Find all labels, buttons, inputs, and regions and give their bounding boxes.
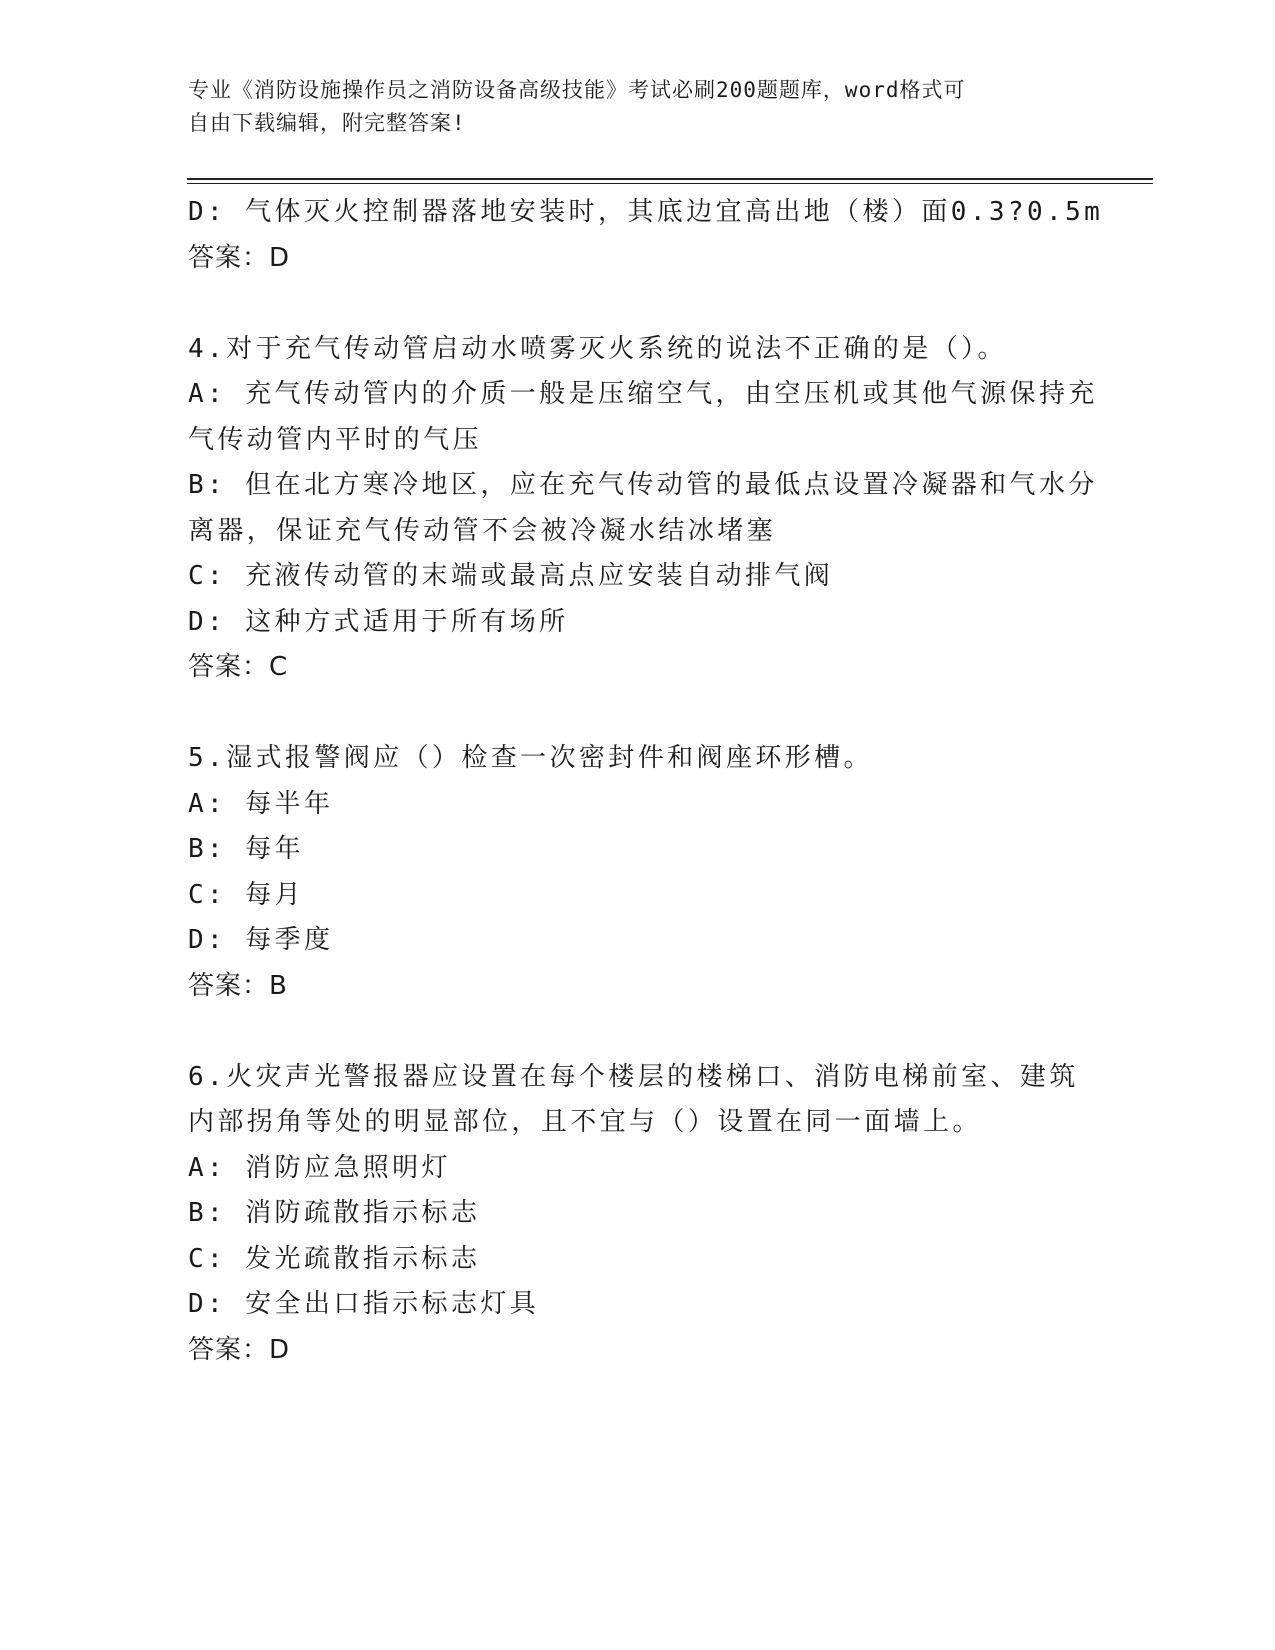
option-a-continued: 气传动管内平时的气压 [188,424,483,455]
option-b: B: 但在北方寒冷地区，应在充气传动管的最低点设置冷凝器和气水分 [188,470,1098,500]
question-stem: 4.对于充气传动管启动水喷雾灭火系统的说法不正确的是（）。 [188,333,1007,364]
header-line-2: 自由下载编辑，附完整答案! [188,111,466,135]
answer-line: 答案：B [188,970,288,1001]
option-a: A: 充气传动管内的介质一般是压缩空气，由空压机或其他气源保持充 [188,379,1098,409]
spacer [188,1009,1088,1055]
document-header [188,74,1068,140]
option-a: A: 每半年 [188,788,334,819]
option-d: D: 气体灭火控制器落地安装时，其底边宜高出地（楼）面0.3?0.5m [188,197,1104,227]
option-c: C: 每月 [188,879,304,910]
document-body [188,190,1104,1373]
question-4 [188,327,1098,691]
answer-line: 答案：D [188,1334,291,1365]
option-d: D: 这种方式适用于所有场所 [188,606,569,637]
option-c: C: 充液传动管的末端或最高点应安装自动排气阀 [188,561,834,591]
question-stem-continued: 内部拐角等处的明显部位，且不宜与（）设置在同一面墙上。 [188,1107,982,1137]
question-6 [188,1055,1088,1374]
answer-line: 答案：D [188,242,291,273]
header-rule-thick [187,178,1153,180]
spacer [188,281,1088,327]
option-b: B: 消防疏散指示标志 [188,1198,481,1228]
answer-line: 答案：C [188,652,289,682]
question-3-tail [188,190,1104,281]
option-d: D: 每季度 [188,925,334,955]
question-stem: 6.火灾声光警报器应设置在每个楼层的楼梯口、消防电梯前室、建筑 [188,1061,1079,1092]
question-5 [188,736,1088,1009]
option-d: D: 安全出口指示标志灯具 [188,1289,540,1319]
header-rule-thin [187,183,1153,184]
option-a: A: 消防应急照明灯 [188,1152,451,1183]
question-stem: 5.湿式报警阀应（）检查一次密封件和阀座环形槽。 [188,743,873,773]
option-c: C: 发光疏散指示标志 [188,1243,481,1274]
spacer [188,691,1088,737]
option-b: B: 每年 [188,834,304,864]
header-line-1: 专业《消防设施操作员之消防设备高级技能》考试必刷200题题库，word格式可 [188,78,966,102]
option-b-continued: 离器，保证充气传动管不会被冷凝水结冰堵塞 [188,515,777,546]
